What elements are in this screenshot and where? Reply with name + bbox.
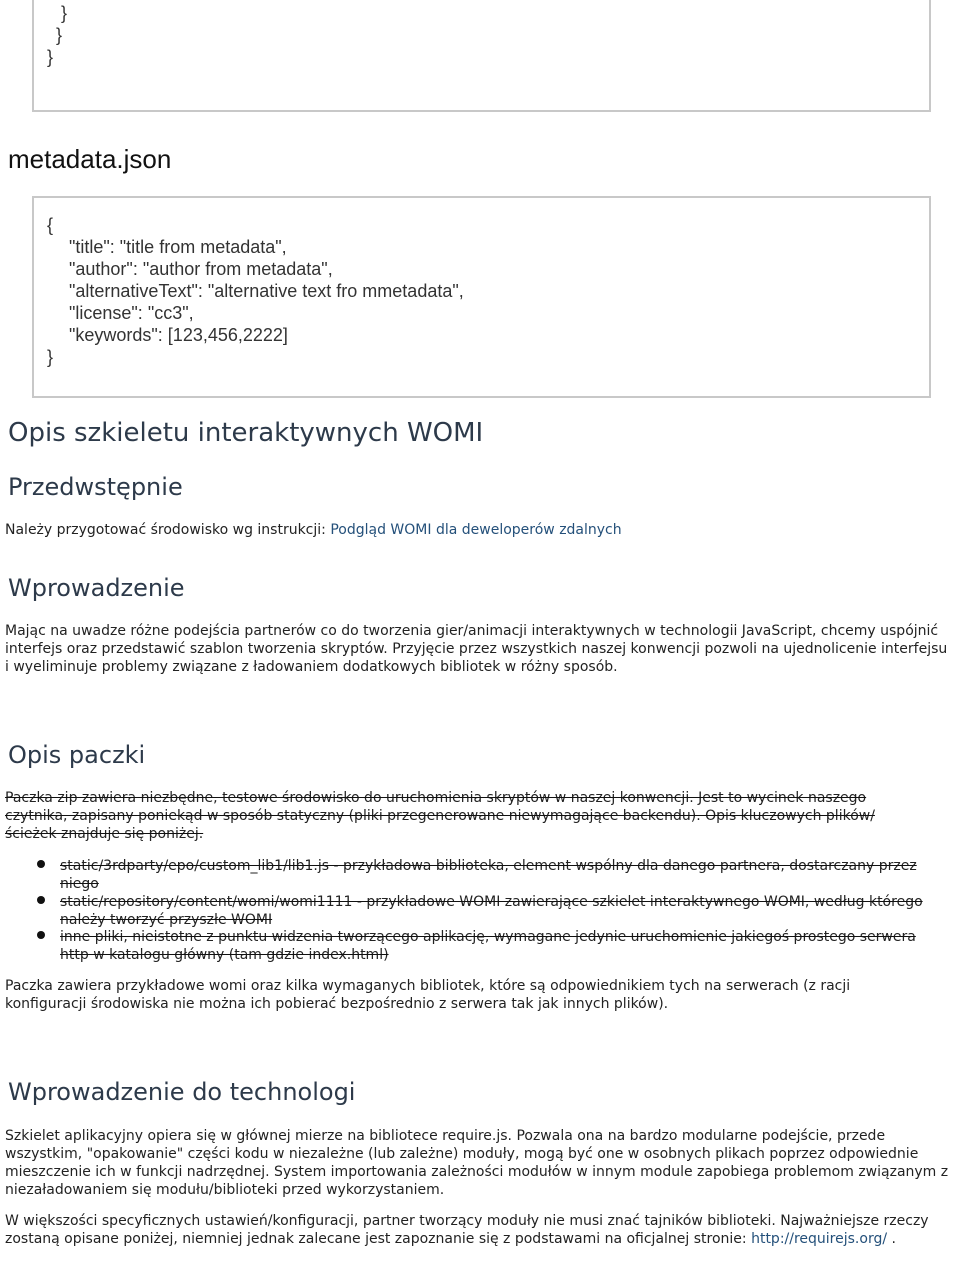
list-item-text: inne pliki, nieistotne z punktu widzenia tworzącego aplikację, wymagane jedynie uruchomienie jakiegoś prostego serwera http w katalogu główny (tam gdzie index.html) [60, 929, 916, 963]
code-line: } [47, 47, 54, 67]
para2-end: . [887, 1231, 896, 1247]
heading-wprowadzenie: Wprowadzenie [8, 574, 185, 602]
bullet-icon [37, 896, 45, 904]
code-line: { [47, 215, 54, 235]
code-line: "license": "cc3", [59, 303, 194, 323]
code-line: } [47, 347, 54, 367]
bullet-icon [37, 860, 45, 868]
requirejs-link[interactable]: http://requirejs.org/ [751, 1231, 888, 1247]
code-line: } [56, 25, 63, 45]
opis-paczki-intro: Paczka zip zawiera niezbędne, testowe środowisko do uruchomienia skryptów w naszej konwencji. Jest to wycinek naszego czytnika, zapisany poniekąd w sposób statyczny (pliki przegenerowane niewymagające backendu). Opis kluczowych plików/ścieżek znajduje się poniżej. [5, 790, 875, 842]
wprowadzenie-tech-para2 [5, 1212, 950, 1248]
metadata-heading: metadata.json [8, 144, 172, 174]
list-item [60, 928, 928, 964]
code-line: "alternativeText": "alternative text fro mmetadata", [59, 281, 464, 301]
bullet-icon [37, 931, 45, 939]
heading-wprowadzenie-tech: Wprowadzenie do technologi [8, 1078, 356, 1106]
list-item-text: static/3rdparty/epo/custom_lib1/lib1.js - przykładowa biblioteka, element wspólny dla danego partnera, dostarczany przez niego [60, 858, 917, 892]
code-line: } [61, 3, 68, 23]
wprowadzenie-tech-para1: Szkielet aplikacyjny opiera się w głównej mierze na bibliotece require.js. Pozwala ona na bardzo modularne podejście, przede wszystkim, "opakowanie" części kodu w niezależne (lub zależne) moduły, mogą być one w osobnych plikach poprzez odpowiednie mieszczenie ich w funkcji nadrzędnej. System importowania zależności modułów w innym module zapobiega problemom związanym z niezaładowaniem się modułu/biblioteki przed wykorzystaniem. [5, 1128, 949, 1198]
podglad-womi-link[interactable]: Podgląd WOMI dla deweloperów zdalnych [330, 522, 622, 538]
code-block-metadata [32, 196, 931, 398]
wprowadzenie-text: Mając na uwadze różne podejścia partnerów co do tworzenia gier/animacji interaktywnych w technologii JavaScript, chcemy uspójnić interfejs oraz przedstawić szablon tworzenia skryptów. Przyjęcie przez wszystkich naszej konwencji pozwoli na ujednolicenie interfejsu i wyeliminuje problemy związane z ładowaniem dodatkowych bibliotek w różny sposób. [5, 623, 948, 675]
heading-opis-paczki: Opis paczki [8, 741, 146, 769]
code-line: "author": "author from metadata", [59, 259, 333, 279]
opis-paczki-outro: Paczka zawiera przykładowe womi oraz kilka wymaganych bibliotek, które są odpowiednikiem tych na serwerach (z racji konfiguracji środowiska nie można ich pobierać bezpośrednio z serwera tak jak innych plików). [5, 978, 851, 1012]
list-item-text: static/repository/content/womi/womi1111 - przykładowe WOMI zawierające szkielet interaktywnego WOMI, według którego należy tworzyć przyszłe WOMI [60, 894, 923, 928]
code-line: "title": "title from metadata", [59, 237, 287, 257]
code-line: "keywords": [123,456,2222] [59, 325, 288, 345]
przedwstepnie-text [5, 521, 950, 539]
section-main-title: Opis szkieletu interaktywnych WOMI [8, 418, 484, 448]
list-item [60, 893, 928, 929]
heading-przedwstepnie: Przedwstępnie [8, 473, 183, 501]
list-item [60, 857, 928, 893]
przedwstepnie-body: Należy przygotować środowisko wg instrukcji: [5, 522, 331, 538]
para2-text: W większości specyficznych ustawień/konfiguracji, partner tworzący moduły nie musi znać tajników biblioteki. Najważniejsze rzeczy zostaną opisane poniżej, niemniej jednak zalecane jest zapoznanie się z podstawami na oficjalnej stronie: [5, 1213, 929, 1247]
code-block-top [32, 0, 931, 112]
